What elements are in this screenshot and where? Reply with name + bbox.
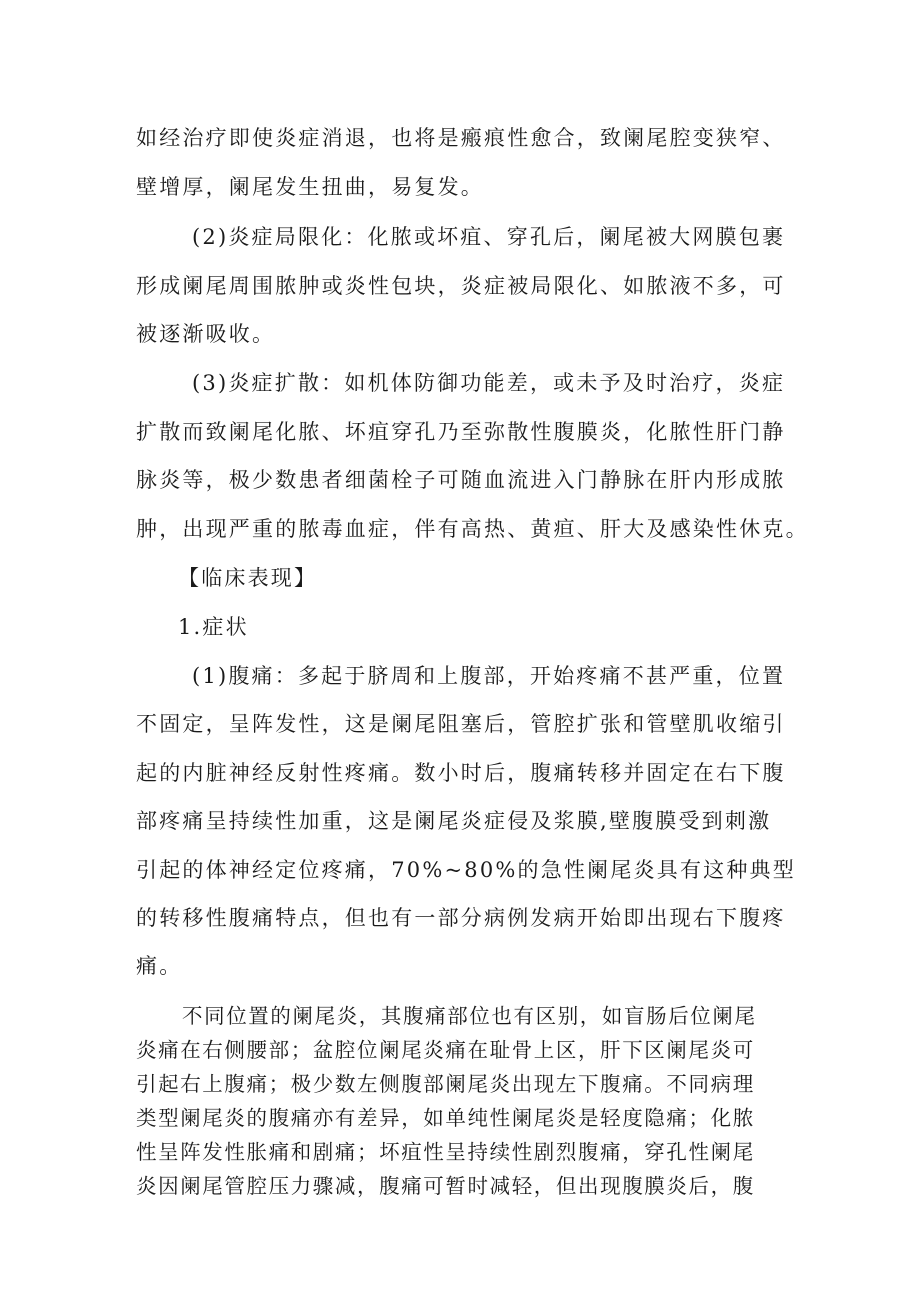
text-line: 炎痛在右侧腰部；盆腔位阑尾炎痛在耻骨上区，肝下区阑尾炎可 (136, 1038, 755, 1062)
text-line: 的转移性腹痛特点，但也有一部分病例发病开始即出现右下腹疼 (136, 906, 786, 930)
text-line: 部疼痛呈持续性加重，这是阑尾炎症侵及浆膜,壁腹膜受到刺激 (136, 809, 772, 833)
text-line: 起的内脏神经反射性疼痛。数小时后，腹痛转移并固定在右下腹 (136, 761, 786, 785)
section-heading: 【临床表现】 (178, 566, 318, 590)
text-line: (3)炎症扩散：如机体防御功能差，或未予及时治疗，炎症 (192, 371, 786, 395)
text-line: 扩散而致阑尾化脓、坏疽穿孔乃至弥散性腹膜炎，化脓性肝门静 (136, 420, 786, 444)
text-line: 被逐渐吸收。 (136, 322, 276, 346)
text-line: 壁增厚，阑尾发生扭曲，易复发。 (136, 175, 484, 199)
text-line: 类型阑尾炎的腹痛亦有差异，如单纯性阑尾炎是轻度隐痛；化脓 (136, 1106, 755, 1130)
text-line: 不同位置的阑尾炎，其腹痛部位也有区别，如盲肠后位阑尾 (182, 1004, 757, 1028)
text-line: 性呈阵发性胀痛和剧痛；坏疽性呈持续性剧烈腹痛，穿孔性阑尾 (136, 1140, 755, 1164)
subsection-heading: 1.症状 (178, 615, 249, 639)
text-line: 如经治疗即使炎症消退，也将是瘢痕性愈合，致阑尾腔变狭窄、 (136, 126, 786, 150)
text-line: (2)炎症局限化：化脓或坏疽、穿孔后，阑尾被大网膜包裹 (192, 225, 786, 249)
text-line: 引起右上腹痛；极少数左侧腹部阑尾炎出现左下腹痛。不同病理 (136, 1072, 755, 1096)
text-line: 引起的体神经定位疼痛，70%~80%的急性阑尾炎具有这种典型 (136, 858, 796, 882)
text-line: 不固定，呈阵发性，这是阑尾阻塞后，管腔扩张和管壁肌收缩引 (136, 712, 786, 736)
text-line: 痛。 (136, 954, 183, 978)
text-line: 肿，出现严重的脓毒血症，伴有高热、黄疸、肝大及感染性休克。 (136, 517, 809, 541)
text-line: 脉炎等，极少数患者细菌栓子可随血流进入门静脉在肝内形成脓 (136, 468, 786, 492)
text-line: 形成阑尾周围脓肿或炎性包块，炎症被局限化、如脓液不多，可 (136, 274, 786, 298)
text-line: 炎因阑尾管腔压力骤减，腹痛可暂时减轻，但出现腹膜炎后，腹 (136, 1174, 755, 1198)
text-line: (1)腹痛：多起于脐周和上腹部，开始疼痛不甚严重，位置 (192, 664, 786, 688)
